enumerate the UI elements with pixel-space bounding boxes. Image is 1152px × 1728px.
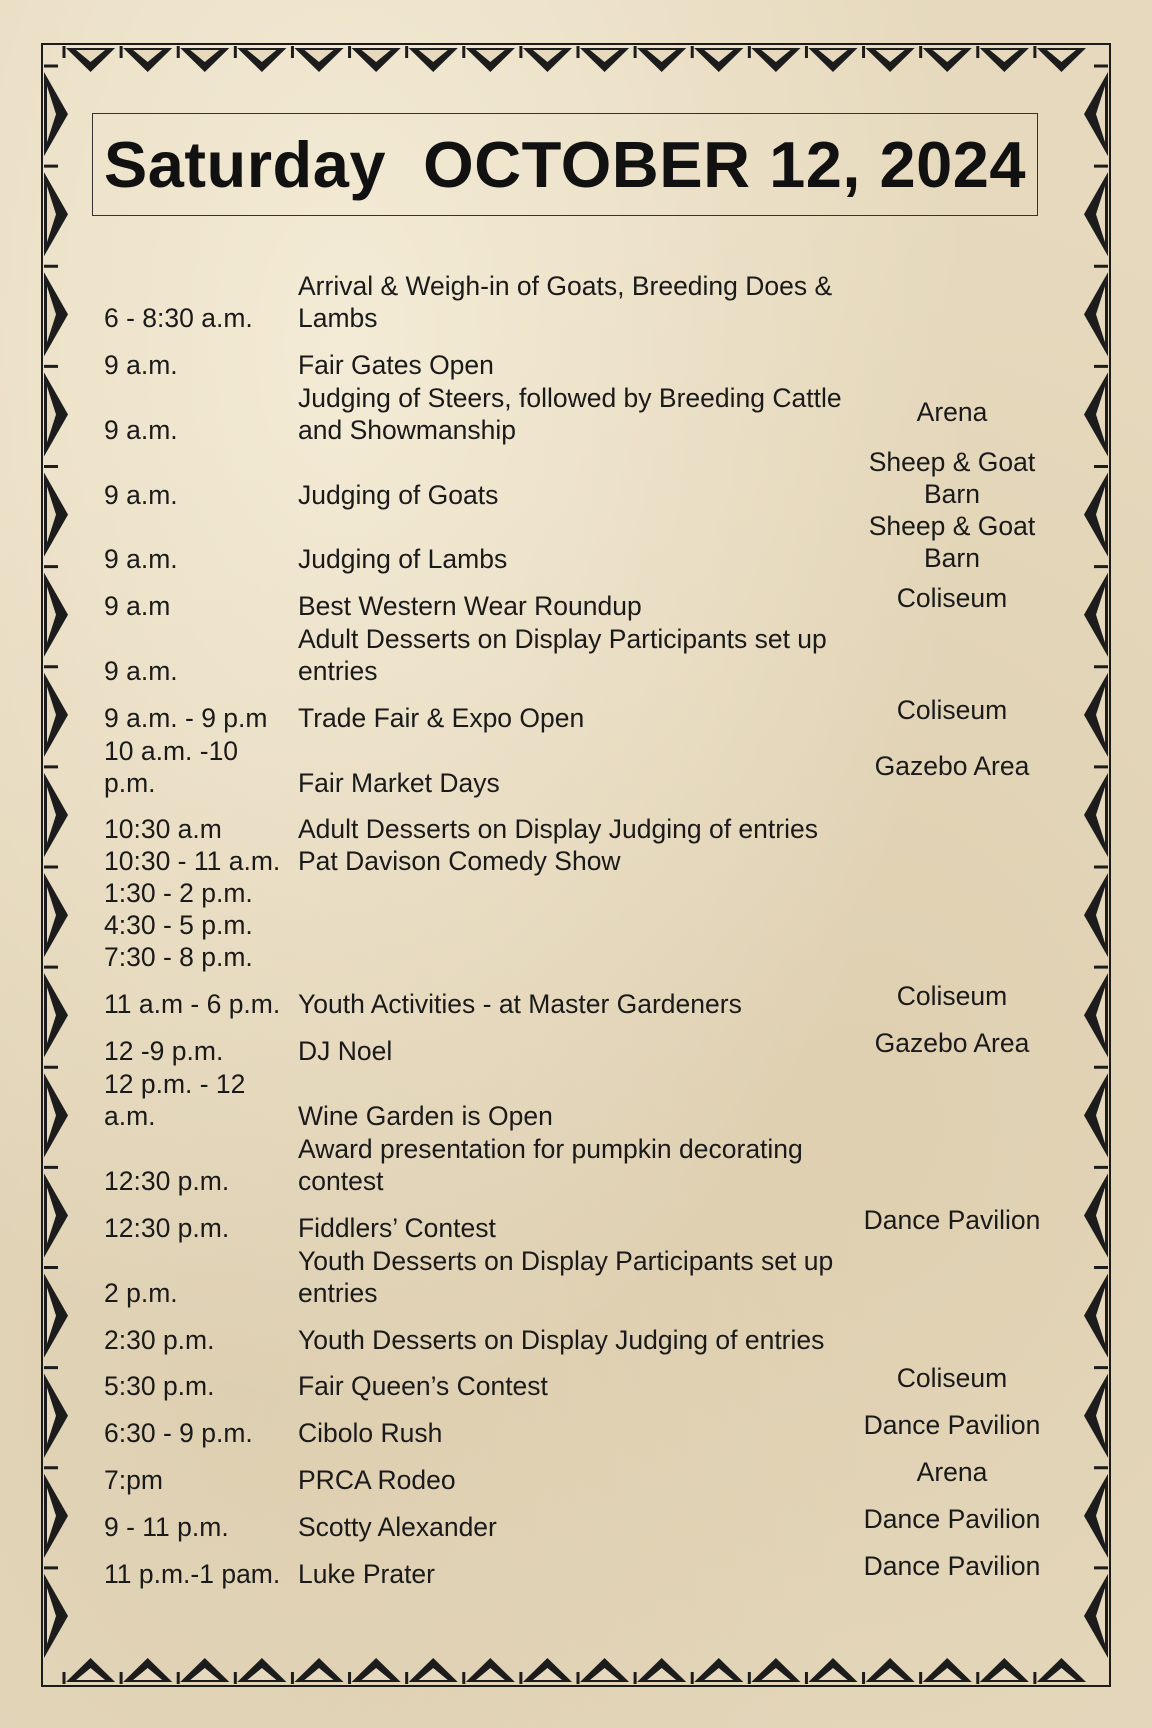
event-time: 11 p.m.-1 pam. bbox=[104, 1559, 281, 1589]
event-title: Youth Activities - at Master Gardeners bbox=[298, 989, 742, 1019]
event-title: DJ Noel bbox=[298, 1036, 393, 1066]
event-title: Youth Desserts on Display Participants set up bbox=[298, 1246, 834, 1276]
event-location: Dance Pavilion bbox=[863, 1504, 1041, 1534]
event-location: Barn bbox=[924, 543, 980, 573]
event-time: 11 a.m - 6 p.m. bbox=[104, 989, 281, 1019]
event-title: contest bbox=[298, 1166, 384, 1196]
event-location: Coliseum bbox=[896, 981, 1008, 1011]
event-time: p.m. bbox=[104, 768, 156, 798]
event-title: Judging of Goats bbox=[298, 480, 499, 510]
event-time: 1:30 - 2 p.m. bbox=[104, 878, 253, 908]
event-time: 10:30 a.m bbox=[104, 814, 222, 844]
event-title: Judging of Steers, followed by Breeding Cattle bbox=[298, 383, 842, 413]
event-location: Dance Pavilion bbox=[863, 1410, 1041, 1440]
event-time: 12:30 p.m. bbox=[104, 1213, 230, 1243]
event-time: 9 - 11 p.m. bbox=[104, 1512, 229, 1542]
event-location: Dance Pavilion bbox=[863, 1205, 1041, 1235]
event-title: Cibolo Rush bbox=[298, 1418, 443, 1448]
event-title: entries bbox=[298, 656, 378, 686]
event-title: Youth Desserts on Display Judging of entries bbox=[298, 1325, 825, 1355]
title-box bbox=[92, 113, 1038, 216]
event-title: Scotty Alexander bbox=[298, 1512, 497, 1542]
event-time: 9 a.m. bbox=[104, 415, 178, 445]
page-title: Saturday OCTOBER 12, 2024 bbox=[103, 128, 1027, 201]
event-title: entries bbox=[298, 1278, 378, 1308]
event-time: 4:30 - 5 p.m. bbox=[104, 910, 253, 940]
event-time: 9 a.m. bbox=[104, 480, 178, 510]
event-title: Arrival & Weigh-in of Goats, Breeding Does & bbox=[298, 271, 833, 301]
event-location: Gazebo Area bbox=[874, 751, 1030, 781]
event-location: Sheep & Goat bbox=[868, 511, 1036, 541]
event-time: 9 a.m. bbox=[104, 656, 178, 686]
event-time: 10 a.m. -10 bbox=[104, 736, 239, 766]
event-title: PRCA Rodeo bbox=[298, 1465, 456, 1495]
event-time: 2 p.m. bbox=[104, 1278, 178, 1308]
event-title: Judging of Lambs bbox=[298, 544, 508, 574]
event-location: Arena bbox=[916, 397, 988, 427]
event-location: Coliseum bbox=[896, 1363, 1008, 1393]
event-time: a.m. bbox=[104, 1101, 156, 1131]
event-title: Fair Market Days bbox=[298, 768, 500, 798]
event-time: 9 a.m bbox=[104, 591, 171, 621]
event-time: 9 a.m. bbox=[104, 350, 178, 380]
event-time: 9 a.m. bbox=[104, 544, 178, 574]
event-time: 12 p.m. - 12 bbox=[104, 1069, 246, 1099]
event-location: Arena bbox=[916, 1457, 988, 1487]
event-time: 12 -9 p.m. bbox=[104, 1036, 224, 1066]
event-title: and Showmanship bbox=[298, 415, 517, 445]
event-time: 6:30 - 9 p.m. bbox=[104, 1418, 253, 1448]
event-time: 2:30 p.m. bbox=[104, 1325, 215, 1355]
event-location: Barn bbox=[924, 479, 980, 509]
event-title: Adult Desserts on Display Participants set up bbox=[298, 624, 827, 654]
event-title: Fair Queen’s Contest bbox=[298, 1371, 548, 1401]
event-title: Best Western Wear Roundup bbox=[298, 591, 642, 621]
event-time: 7:30 - 8 p.m. bbox=[104, 942, 253, 972]
event-title: Fair Gates Open bbox=[298, 350, 494, 380]
event-title: Pat Davison Comedy Show bbox=[298, 846, 621, 876]
event-title: Trade Fair & Expo Open bbox=[298, 703, 585, 733]
event-time: 9 a.m. - 9 p.m bbox=[104, 703, 268, 733]
event-location: Gazebo Area bbox=[874, 1028, 1030, 1058]
event-location: Sheep & Goat bbox=[868, 447, 1036, 477]
event-time: 5:30 p.m. bbox=[104, 1371, 215, 1401]
event-location: Coliseum bbox=[896, 583, 1008, 613]
event-title: Adult Desserts on Display Judging of entries bbox=[298, 814, 818, 844]
event-time: 6 - 8:30 a.m. bbox=[104, 303, 253, 333]
event-time: 7:pm bbox=[104, 1465, 163, 1495]
event-title: Wine Garden is Open bbox=[298, 1101, 553, 1131]
event-location: Dance Pavilion bbox=[863, 1551, 1041, 1581]
event-title: Lambs bbox=[298, 303, 378, 333]
event-title: Luke Prater bbox=[298, 1559, 435, 1589]
event-title: Award presentation for pumpkin decorating bbox=[298, 1134, 803, 1164]
event-title: Fiddlers’ Contest bbox=[298, 1213, 496, 1243]
event-location: Coliseum bbox=[896, 695, 1008, 725]
event-time: 12:30 p.m. bbox=[104, 1166, 230, 1196]
event-time: 10:30 - 11 a.m. bbox=[104, 846, 281, 876]
